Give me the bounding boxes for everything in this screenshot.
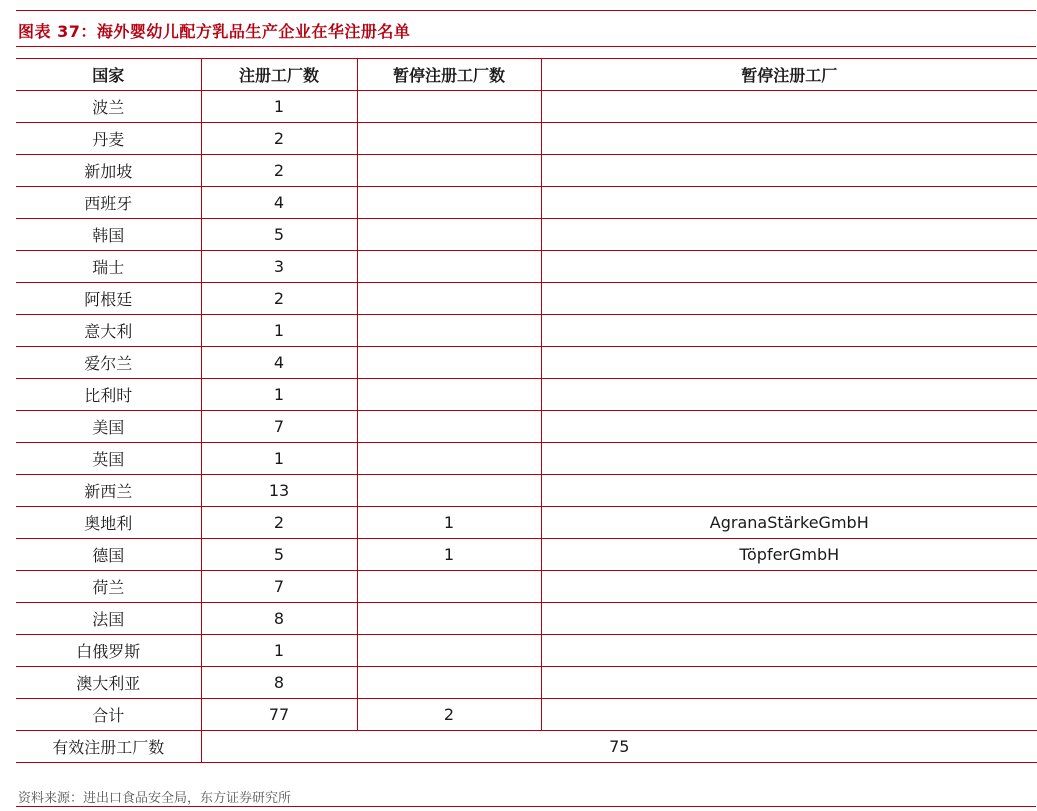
table-row [16, 443, 1037, 475]
table-row [16, 347, 1037, 379]
table-row [16, 155, 1037, 187]
cell-registered-count: 1 [201, 379, 357, 411]
table-row [16, 571, 1037, 603]
cell-suspended-count [357, 315, 541, 347]
cell-suspended-count [357, 411, 541, 443]
cell-registered-count: 1 [201, 315, 357, 347]
cell-registered-count: 8 [201, 603, 357, 635]
cell-suspended-count: 2 [357, 699, 541, 731]
table-row [16, 667, 1037, 699]
cell-suspended-count [357, 379, 541, 411]
cell-country: 合计 [16, 699, 201, 731]
cell-registered-count: 2 [201, 507, 357, 539]
cell-suspended-count [357, 123, 541, 155]
cell-country: 澳大利亚 [16, 667, 201, 699]
cell-suspended-factory [541, 443, 1037, 475]
cell-suspended-factory [541, 91, 1037, 123]
cell-country: 瑞士 [16, 251, 201, 283]
figure-title: 图表 37：海外婴幼儿配方乳品生产企业在华注册名单 [18, 22, 411, 41]
bottom-rule [16, 806, 1036, 807]
cell-suspended-count [357, 571, 541, 603]
table-footer [16, 731, 1037, 763]
cell-registered-count: 2 [201, 123, 357, 155]
cell-suspended-factory [541, 187, 1037, 219]
cell-registered-count: 13 [201, 475, 357, 507]
cell-suspended-factory [541, 347, 1037, 379]
footer-label: 有效注册工厂数 [16, 731, 201, 763]
cell-suspended-count [357, 667, 541, 699]
cell-registered-count: 7 [201, 571, 357, 603]
header-suspended-factory: 暂停注册工厂 [541, 59, 1037, 91]
footer-row [16, 731, 1037, 763]
cell-suspended-count [357, 603, 541, 635]
header-suspended-count: 暂停注册工厂数 [357, 59, 541, 91]
header-country: 国家 [16, 59, 201, 91]
cell-suspended-count [357, 443, 541, 475]
top-rule [16, 10, 1036, 11]
cell-suspended-count [357, 219, 541, 251]
cell-registered-count: 1 [201, 635, 357, 667]
cell-country: 爱尔兰 [16, 347, 201, 379]
cell-suspended-count [357, 155, 541, 187]
table-row [16, 507, 1037, 539]
cell-suspended-factory [541, 379, 1037, 411]
cell-country: 丹麦 [16, 123, 201, 155]
cell-registered-count: 2 [201, 283, 357, 315]
table-row [16, 91, 1037, 123]
header-row [16, 59, 1037, 91]
header-registered-count: 注册工厂数 [201, 59, 357, 91]
cell-suspended-count [357, 347, 541, 379]
footer-value: 75 [201, 731, 1037, 763]
cell-suspended-factory [541, 475, 1037, 507]
cell-country: 阿根廷 [16, 283, 201, 315]
cell-suspended-factory [541, 315, 1037, 347]
cell-registered-count: 7 [201, 411, 357, 443]
table-row [16, 379, 1037, 411]
cell-registered-count: 2 [201, 155, 357, 187]
cell-registered-count: 5 [201, 539, 357, 571]
cell-suspended-factory [541, 571, 1037, 603]
registration-table [16, 58, 1037, 763]
cell-country: 白俄罗斯 [16, 635, 201, 667]
cell-registered-count: 1 [201, 91, 357, 123]
table-row [16, 539, 1037, 571]
table-row [16, 251, 1037, 283]
table-row [16, 187, 1037, 219]
cell-suspended-factory: TöpferGmbH [541, 539, 1037, 571]
cell-suspended-factory [541, 667, 1037, 699]
cell-suspended-count [357, 187, 541, 219]
source-note: 资料来源：进出口食品安全局，东方证券研究所 [18, 791, 292, 806]
cell-country: 韩国 [16, 219, 201, 251]
cell-suspended-count: 1 [357, 539, 541, 571]
cell-suspended-factory [541, 251, 1037, 283]
cell-suspended-count [357, 475, 541, 507]
table-row [16, 219, 1037, 251]
table-row [16, 123, 1037, 155]
table-row [16, 411, 1037, 443]
cell-registered-count: 4 [201, 187, 357, 219]
cell-suspended-count [357, 91, 541, 123]
cell-country: 波兰 [16, 91, 201, 123]
table-header [16, 59, 1037, 91]
table-row [16, 603, 1037, 635]
cell-country: 美国 [16, 411, 201, 443]
table-row [16, 315, 1037, 347]
cell-suspended-factory [541, 603, 1037, 635]
cell-registered-count: 8 [201, 667, 357, 699]
cell-country: 比利时 [16, 379, 201, 411]
cell-suspended-factory [541, 123, 1037, 155]
cell-registered-count: 5 [201, 219, 357, 251]
cell-country: 法国 [16, 603, 201, 635]
cell-suspended-factory [541, 283, 1037, 315]
table-row [16, 635, 1037, 667]
title-rule [16, 46, 1036, 47]
cell-suspended-factory: AgranaStärkeGmbH [541, 507, 1037, 539]
table-body [16, 91, 1037, 731]
cell-registered-count: 77 [201, 699, 357, 731]
cell-suspended-factory [541, 635, 1037, 667]
cell-suspended-factory [541, 155, 1037, 187]
cell-suspended-count: 1 [357, 507, 541, 539]
cell-country: 新西兰 [16, 475, 201, 507]
cell-suspended-count [357, 635, 541, 667]
table-row [16, 699, 1037, 731]
cell-registered-count: 1 [201, 443, 357, 475]
cell-country: 意大利 [16, 315, 201, 347]
cell-registered-count: 4 [201, 347, 357, 379]
cell-suspended-count [357, 251, 541, 283]
cell-country: 荷兰 [16, 571, 201, 603]
cell-country: 新加坡 [16, 155, 201, 187]
cell-suspended-factory [541, 219, 1037, 251]
cell-suspended-count [357, 283, 541, 315]
table-row [16, 475, 1037, 507]
cell-country: 英国 [16, 443, 201, 475]
cell-suspended-factory [541, 411, 1037, 443]
cell-country: 德国 [16, 539, 201, 571]
cell-suspended-factory [541, 699, 1037, 731]
cell-country: 西班牙 [16, 187, 201, 219]
table-row [16, 283, 1037, 315]
cell-country: 奥地利 [16, 507, 201, 539]
cell-registered-count: 3 [201, 251, 357, 283]
